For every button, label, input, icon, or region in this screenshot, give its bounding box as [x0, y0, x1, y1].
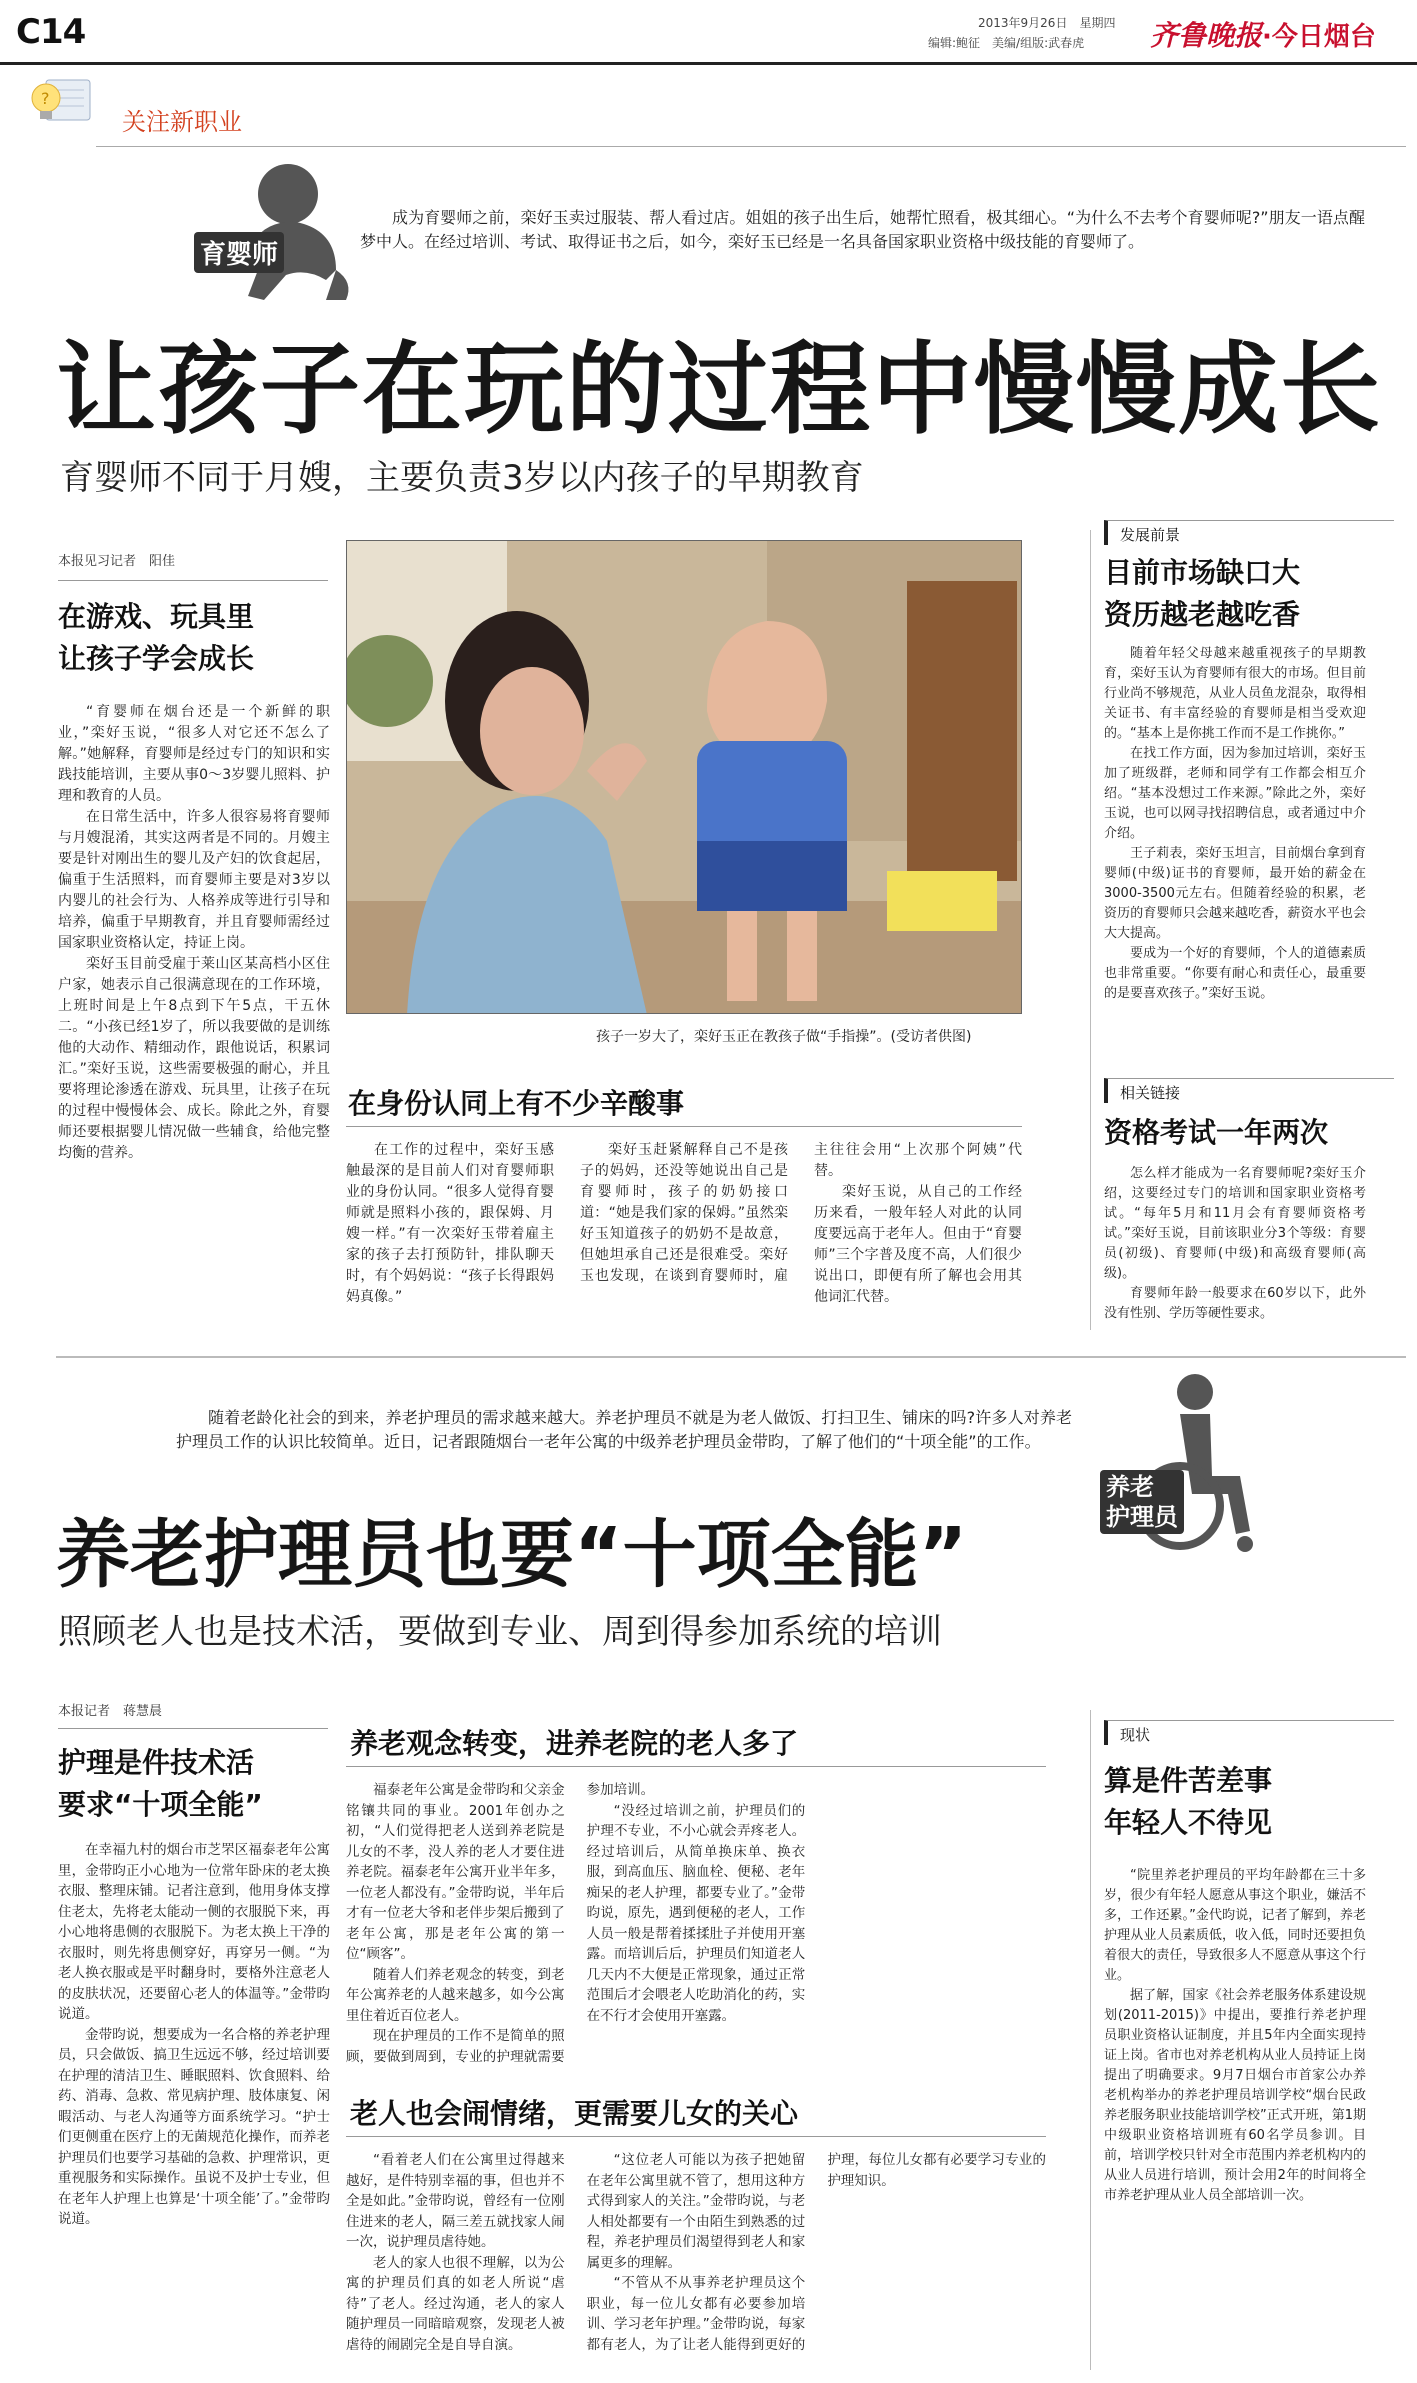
left-head-line2: 让孩子学会成长 — [58, 642, 255, 675]
story1-r1-body — [1104, 644, 1366, 1004]
paragraph: 栾好玉赶紧解释自己不是孩子的妈妈，还没等她说出自己是育婴师时，孩子的奶奶接口道：“她是我们家的保姆。”虽然栾好玉知道孩子的奶奶不是故意，但她坦承自己还是很难受。栾好玉也发现，在谈到育婴师时，雇主往往会用“上次那个阿姨”代替。 — [580, 1142, 1022, 1284]
column-rule — [96, 146, 1406, 147]
story1-mid-body — [346, 1140, 1022, 1320]
column-title: 关注新职业 — [122, 108, 242, 136]
page-header — [0, 0, 1417, 60]
left-head-line2: 要求“十项全能” — [58, 1788, 263, 1821]
story2-left-head — [58, 1742, 348, 1826]
paragraph: “没经过培训之前，护理员们的护理不专业，不小心就会弄疼老人。经过培训后，从简单换床单、换衣服，到高血压、脑血栓、便秘、老年痴呆的老人护理，都要专业了。”金带昀说，原先，遇到便秘的老人，工作人员一般是帮着揉揉肚子并使用开塞露。而培训后后，护理员们知道老人几天内不大便是正常现象，通过正常范围后才会喂老人吃助消化的药，实在不行才会使用开塞露。 — [586, 1802, 806, 2024]
paragraph: “看着老人们在公寓里过得越来越好，是件特别幸福的事，但也并不全是如此。”金带昀说，曾经有一位刚住进来的老人，隔三差五就找家人闹一次，说护理员虐待她。 — [346, 2152, 565, 2250]
story2-r1-head — [1104, 1760, 1394, 1844]
paragraph: 王子莉表，栾好玉坦言，目前烟台拿到育婴师(中级)证书的育婴师，最开始的薪金在3000-3500元左右。但随着经验的积累，老资历的育婴师只会越来越吃香，薪资水平也会大大提高。 — [1104, 846, 1366, 941]
lightbulb-icon — [26, 72, 96, 132]
r1-head-line1: 算是件苦差事 — [1104, 1764, 1273, 1797]
story2-r1-tag: 现状 — [1104, 1720, 1394, 1745]
paragraph: 栾好玉目前受雇于莱山区某高档小区住户家，她表示自己很满意现在的工作环境，上班时间是上午8点到下午5点，干五休二。“小孩已经1岁了，所以我要做的是训练他的大动作、精细动作，跟他说话，积累词汇。”栾好玉说，这些需要极强的耐心，并且要将理论渗透在游戏、玩具里，让孩子在玩的过程中慢慢体会、成长。除此之外，育婴师还要根据婴儿情况做一些辅食，给他完整均衡的营养。 — [58, 956, 330, 1161]
svg-text:?: ? — [41, 89, 50, 108]
story2-title: 养老护理员也要“十项全能” — [56, 1512, 968, 1598]
paragraph: “育婴师在烟台还是一个新鲜的职业，”栾好玉说，“很多人对它还不怎么了解。”她解释，育婴师是经过专门的知识和实践技能培训，主要从事0～3岁婴儿照料、护理和教育的人员。 — [58, 704, 330, 804]
story1-subtitle: 育婴师不同于月嫂，主要负责3岁以内孩子的早期教育 — [60, 458, 864, 498]
paragraph: 在工作的过程中，栾好玉感触最深的是目前人们对育婴师职业的身份认同。“很多人觉得育婴师就是照料小孩的，跟保姆、月嫂一样。”有一次栾好玉带着雇主家的孩子去打预防针，排队聊天时，有个妈妈说：“孩子长得跟妈妈真像。” — [346, 1142, 554, 1305]
story1-photo — [346, 540, 1022, 1014]
story2-left-body — [58, 1840, 330, 2230]
story1-left-head — [58, 596, 338, 680]
story2-byline: 本报记者 蒋慧晨 — [58, 1704, 163, 1719]
left-head-line1: 护理是件技术活 — [58, 1746, 255, 1779]
byline-rule — [58, 580, 328, 581]
paragraph: 在幸福九村的烟台市芝罘区福泰老年公寓里，金带昀正小心地为一位常年卧床的老太换衣服、整理床铺。记者注意到，他用身体支撑住老太，先将老太能动一侧的衣服脱下来，再小心地将患侧的衣服脱下。为老太换上干净的衣服时，则先将患侧穿好，再穿另一侧。“为老人换衣服或是平时翻身时，要格外注意老人的皮肤状况，还要留心老人的体温等。”金带昀说道。 — [58, 1842, 330, 2022]
story1-byline: 本报见习记者 阳佳 — [58, 554, 176, 569]
paragraph: “院里养老护理员的平均年龄都在三十多岁，很少有年轻人愿意从事这个职业，嫌活不多，工作还累。”金代昀说，记者了解到，养老护理从业人员素质低，收入低，同时还要担负着很大的责任，导致很多人不愿意从事这个行业。 — [1104, 1868, 1366, 1983]
story2-intro: 随着老龄化社会的到来，养老护理员的需求越来越大。养老护理员不就是为老人做饭、打扫卫生、铺床的吗?许多人对养老护理员工作的认识比较简单。近日，记者跟随烟台一老年公寓的中级养老护理员金带昀，了解了他们的“十项全能”的工作。 — [176, 1408, 1072, 1451]
photo-caption: 孩子一岁大了，栾好玉正在教孩子做“手指操”。(受访者供图) — [596, 1029, 972, 1045]
story2-mid1-body — [346, 1780, 1046, 2080]
column-divider — [1090, 1710, 1091, 2370]
byline-rule — [58, 1728, 328, 1729]
paragraph: 据了解，国家《社会养老服务体系建设规划(2011-2015)》中提出，要推行养老护理员职业资格认证制度，并且5年内全面实现持证上岗。省市也对养老机构从业人员持证上岗提出了明确要求。9月7日烟台市首家公办养老机构举办的养老护理员培训学校“烟台民政养老服务职业技能培训学校”正式开班，第1期中级职业资格培训班有60名学员参训。目前，培训学校只针对全市范围内养老机构内的从业人员进行培训，预计会用2年的时间将全市养老护理从业人员全部培训一次。 — [1104, 1988, 1367, 2203]
paragraph: 福泰老年公寓是金带昀和父亲金铭镶共同的事业。2001年创办之初，“人们觉得把老人送到养老院是儿女的不孝，没人养的老人才要住进养老院。福泰老年公寓开业半年多，一位老人都没有。”金带昀说，半年后才有一位老大爷和老伴步架后搬到了老年公寓，那是老年公寓的第一位“顾客”。 — [346, 1782, 565, 1962]
editor-line: 编辑:鲍征 美编/组版:武春虎 — [928, 36, 1085, 50]
paragraph: “这位老人可能以为孩子把她留在老年公寓里就不管了，想用这种方式得到家人的关注。”金带昀说，与老人相处都要有一个由陌生到熟悉的过程，养老护理员们渴望得到老人和家属更多的理解。 — [586, 2152, 806, 2271]
story1-intro: 成为育婴师之前，栾好玉卖过服装、帮人看过店。姐姐的孩子出生后，她帮忙照看，极其细心。“为什么不去考个育婴师呢?”朋友一语点醒梦中人。在经过培训、考试、取得证书之后，如今，栾好玉已经是一名具备国家职业资格中级技能的育婴师了。 — [360, 208, 1365, 251]
story1-r2-head: 资格考试一年两次 — [1104, 1116, 1329, 1149]
story1-left-body — [58, 702, 330, 1164]
story1-title: 让孩子在玩的过程中慢慢成长 — [56, 331, 1382, 448]
r1-head-line2: 年轻人不待见 — [1104, 1806, 1273, 1839]
paragraph: 要成为一个好的育婴师，个人的道德素质也非常重要。“你要有耐心和责任心，最重要的是要喜欢孩子。”栾好玉说。 — [1104, 946, 1366, 1001]
paragraph: “不管从不从事养老护理员这个职业，每一位儿女都有必要参加培训、学习老年护理。”金带昀说，每家都有老人，为了让老人能得到更好的护理，每位儿女都有必要学习专业的护理知识。 — [586, 2152, 1046, 2353]
column-bar — [0, 66, 1417, 146]
badge-line2: 护理员 — [1106, 1503, 1178, 1531]
brand-name: 齐鲁晚报 — [1150, 19, 1263, 52]
mid1-head-rule — [346, 1766, 1046, 1767]
paragraph: 育婴师年龄一般要求在60岁以下，此外没有性别、学历等硬性要求。 — [1104, 1286, 1366, 1321]
eldercare-badge-label — [1100, 1470, 1184, 1534]
r1-head-line2: 资历越老越吃香 — [1104, 598, 1301, 631]
paragraph: 随着人们养老观念的转变，到老年公寓养老的人越来越多，如今公寓里住着近百位老人。 — [346, 1966, 565, 2024]
story2-mid2-body — [346, 2150, 1046, 2370]
paragraph: 栾好玉说，从自己的工作经历来看，一般年轻人对此的认同度要远高于老年人。但由于“育婴师”三个字普及度不高，人们很少说出口，即便有所了解也会用其他词汇代替。 — [814, 1184, 1022, 1305]
paragraph: 在日常生活中，许多人很容易将育婴师与月嫂混淆，其实这两者是不同的。月嫂主要是针对刚出生的婴儿及产妇的饮食起居，偏重于生活照料，而育婴师主要是对3岁以内婴儿的社会行为、人格养成等进行引导和培养，偏重于早期教育，并且育婴师需经过国家职业资格认定，持证上岗。 — [58, 809, 330, 951]
paragraph: 老人的家人也很不理解，以为公寓的护理员们真的如老人所说“虐待”了老人。经过沟通，老人的家人随护理员一同暗暗观察，发现老人被虐待的闹剧完全是自导自演。 — [346, 2254, 565, 2353]
story1-mid-head: 在身份认同上有不少辛酸事 — [348, 1087, 685, 1120]
paragraph: 在找工作方面，因为参加过培训，栾好玉加了班级群，老师和同学有工作都会相互介绍。“基本没想过工作来源。”除此之外，栾好玉说，也可以网寻找招聘信息，或者通过中介介绍。 — [1104, 746, 1366, 841]
date-line: 2013年9月26日 星期四 — [978, 16, 1116, 30]
photo-teacher-and-toddler — [347, 541, 1022, 1014]
story1-r2-tag: 相关链接 — [1104, 1078, 1394, 1103]
brand-logo — [1150, 14, 1376, 54]
baby-badge-label: 育婴师 — [194, 232, 284, 273]
story2-r1-body — [1104, 1866, 1366, 2206]
baby-badge — [186, 150, 356, 310]
header-rule — [0, 62, 1417, 65]
story1-r1-tag: 发展前景 — [1104, 520, 1394, 545]
badge-line1: 养老 — [1106, 1473, 1154, 1501]
story-divider — [56, 1356, 1406, 1358]
story1-r1-head — [1104, 552, 1394, 636]
mid-head-rule — [346, 1126, 1022, 1127]
column-divider — [1090, 530, 1091, 1330]
paragraph: 怎么样才能成为一名育婴师呢?栾好玉介绍，这要经过专门的培训和国家职业资格考试。“每年5月和11月会有育婴师资格考试。”栾好玉说，目前该职业分3个等级：育婴员(初级)、育婴师(中级)和高级育婴师(高级)。 — [1104, 1166, 1366, 1281]
paragraph: 金带昀说，想要成为一名合格的养老护理员，只会做饭、搞卫生远远不够，经过培训要在护理的清洁卫生、睡眠照料、饮食照料、给药、消毒、急救、常见病护理、肢体康复、闲暇活动、与老人沟通等方面系统学习。“护士们更侧重在医疗上的无菌规范化操作，而养老护理员们也要学习基础的急救、护理常识，更重视服务和实际操作。虽说不及护士专业，但在老年人护理上也算是‘十项全能’了。”金带昀说道。 — [58, 2026, 330, 2227]
mid2-head-rule — [346, 2136, 1046, 2137]
story2-subtitle: 照顾老人也是技术活，要做到专业、周到得参加系统的培训 — [58, 1612, 942, 1652]
story1-r2-body — [1104, 1164, 1366, 1324]
r1-head-line1: 目前市场缺口大 — [1104, 556, 1301, 589]
left-head-line1: 在游戏、玩具里 — [58, 600, 255, 633]
story2-mid1-head: 养老观念转变，进养老院的老人多了 — [350, 1727, 799, 1760]
section-name: ·今日烟台 — [1262, 22, 1376, 52]
eldercare-badge — [1100, 1366, 1270, 1556]
paragraph: 现在护理员的工作不是简单的照顾，要做到周到，专业的护理就需要参加培训。 — [346, 1782, 655, 2065]
page-number: C14 — [16, 12, 86, 52]
paragraph: 随着年轻父母越来越重视孩子的早期教育，栾好玉认为育婴师有很大的市场。但目前行业尚不够规范，从业人员鱼龙混杂，取得相关证书、有丰富经验的育婴师是相当受欢迎的。“基本上是你挑工作而不是工作挑你。” — [1104, 646, 1366, 741]
crawling-baby-icon — [186, 150, 356, 310]
story2-mid2-head: 老人也会闹情绪，更需要儿女的关心 — [350, 2097, 799, 2130]
